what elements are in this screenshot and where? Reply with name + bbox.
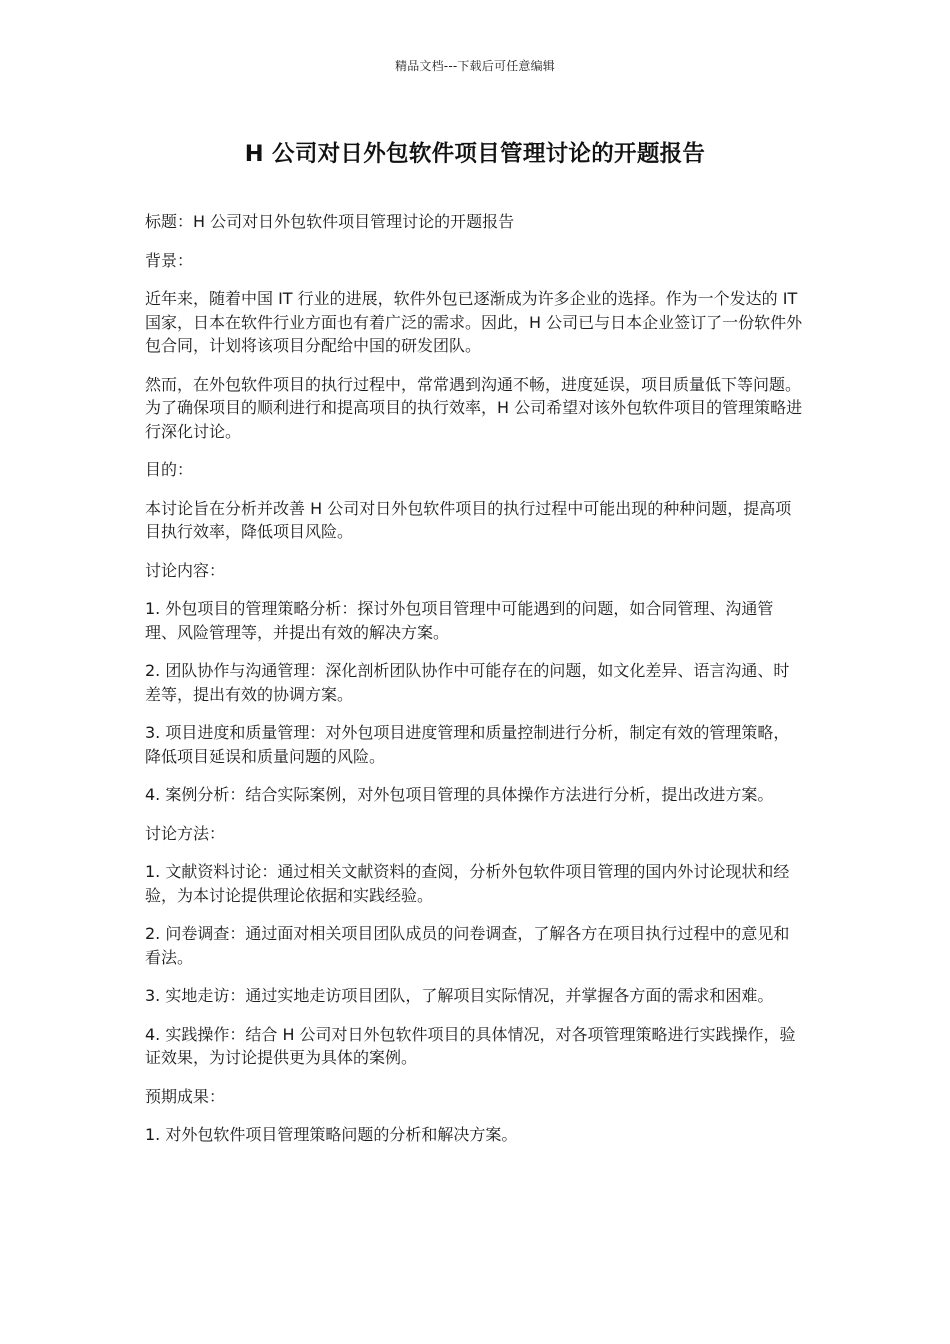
list-item-method-2: 2. 问卷调查：通过面对相关项目团队成员的问卷调查，了解各方在项目执行过程中的意见和看法。 [145,924,790,967]
document-body [145,210,805,1162]
list-item-content-4: 4. 案例分析：结合实际案例，对外包项目管理的具体操作方法进行分析，提出改进方案。 [145,785,774,804]
heading-background: 背景： [145,250,194,270]
list-item-method-4: 4. 实践操作：结合 H 公司对日外包软件项目的具体情况，对各项管理策略进行实践操作，验证效果，为讨论提供更为具体的案例。 [145,1024,796,1067]
paragraph-background-1: 近年来，随着中国 IT 行业的进展，软件外包已逐渐成为许多企业的选择。作为一个发达的 IT 国家，日本在软件行业方面也有着广泛的需求。因此，H 公司已与日本企业签订了一份软件外包合同，计划将该项目分配给中国的研发团队。 [145,289,803,355]
list-item-method-3: 3. 实地走访：通过实地走访项目团队，了解项目实际情况，并掌握各方面的需求和困难。 [145,986,774,1005]
heading-discussion-content: 讨论内容： [145,560,226,580]
list-item-content-2: 2. 团队协作与沟通管理：深化剖析团队协作中可能存在的问题，如文化差异、语言沟通、时差等，提出有效的协调方案。 [145,661,790,704]
paragraph-title-line: 标题：H 公司对日外包软件项目管理讨论的开题报告 [145,212,515,231]
list-item-content-1: 1. 外包项目的管理策略分析：探讨外包项目管理中可能遇到的问题，如合同管理、沟通管理、风险管理等，并提出有效的解决方案。 [145,599,774,642]
list-item-method-1: 1. 文献资料讨论：通过相关文献资料的查阅，分析外包软件项目管理的国内外讨论现状和经验，为本讨论提供理论依据和实践经验。 [145,862,790,905]
list-item-content-3: 3. 项目进度和质量管理：对外包项目进度管理和质量控制进行分析，制定有效的管理策略，降低项目延误和质量问题的风险。 [145,723,790,766]
paragraph-background-2: 然而，在外包软件项目的执行过程中，常常遇到沟通不畅，进度延误，项目质量低下等问题。为了确保项目的顺利进行和提高项目的执行效率，H 公司希望对该外包软件项目的管理策略进行深化讨论。 [145,374,803,441]
paragraph-purpose: 本讨论旨在分析并改善 H 公司对日外包软件项目的执行过程中可能出现的种种问题，提高项目执行效率，降低项目风险。 [145,498,792,541]
heading-purpose: 目的： [145,460,194,479]
header-note: 精品文档---下载后可任意编辑 [395,59,555,73]
list-item-result-1: 1. 对外包软件项目管理策略问题的分析和解决方案。 [145,1125,518,1144]
document-title: H 公司对日外包软件项目管理讨论的开题报告 [244,141,706,167]
heading-expected-results: 预期成果： [145,1086,226,1106]
heading-discussion-method: 讨论方法： [145,823,226,843]
